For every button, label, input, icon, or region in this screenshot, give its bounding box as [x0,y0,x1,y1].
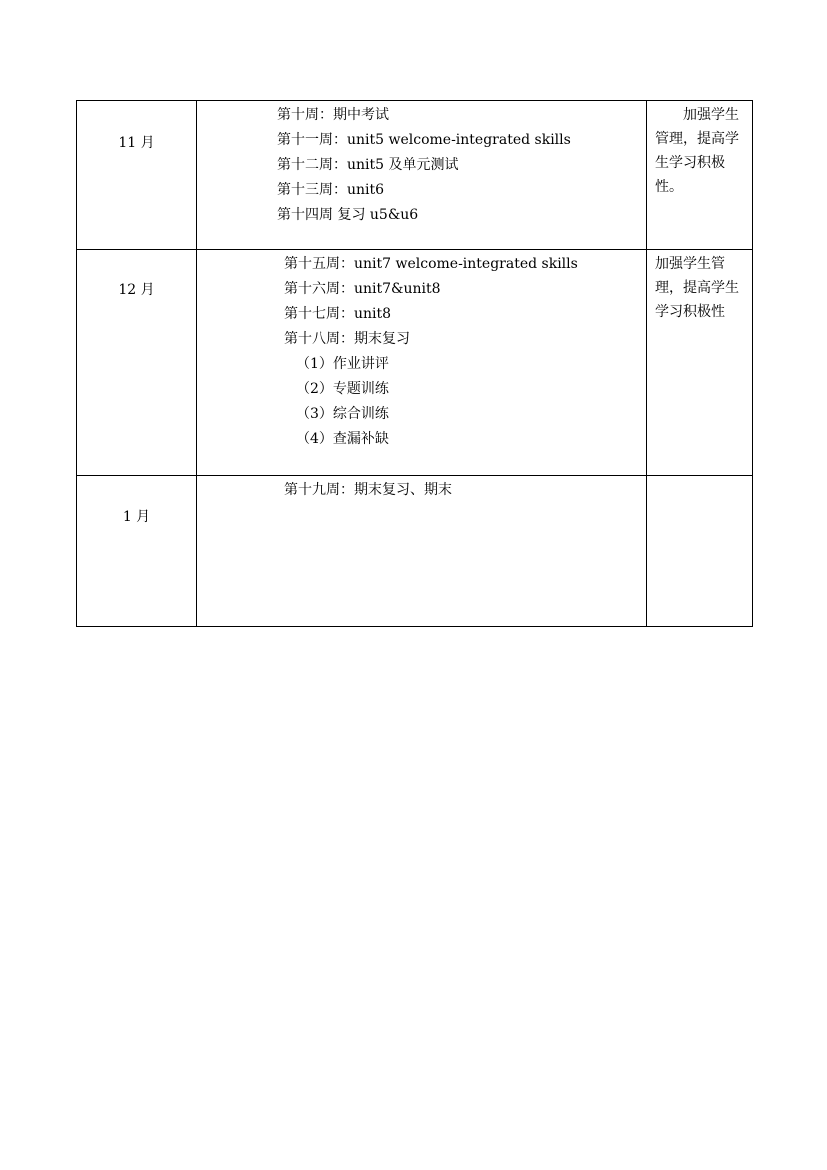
note-text: 加强学生管理，提高学生学习积极性。 [655,107,739,195]
week-list [197,476,646,503]
content-cell [197,476,647,627]
week-list [197,250,646,452]
list-item: 第十七周：unit8 [284,306,392,322]
table-row [77,476,753,627]
list-item: （1）作业讲评 [296,356,389,372]
list-item: （2）专题训练 [296,381,389,397]
list-item: 第十九周：期末复习、期末 [284,482,452,498]
table-row [77,250,753,476]
list-item: 第十周：期中考试 [277,107,389,123]
list-item: （3）综合训练 [296,406,389,422]
month-cell [77,101,197,250]
note-cell [647,476,753,627]
list-item: 第十四周 复习 u5&u6 [277,207,419,223]
note-text [647,476,752,478]
list-item: 第十一周：unit5 welcome-integrated skills [277,132,571,148]
month-label: 1 月 [122,509,151,525]
list-item: 第十六周：unit7&unit8 [284,281,441,297]
month-cell [77,476,197,627]
list-item: 第十八周：期末复习 [284,331,410,347]
note-cell [647,101,753,250]
month-cell [77,250,197,476]
month-label: 11 月 [118,135,155,151]
content-cell [197,101,647,250]
list-item: （4）查漏补缺 [296,431,389,447]
content-cell [197,250,647,476]
list-item: 第十三周：unit6 [277,182,385,198]
month-label: 12 月 [118,282,155,298]
list-item: 第十五周：unit7 welcome-integrated skills [284,256,578,272]
list-item: 第十二周：unit5 及单元测试 [277,157,459,173]
plan-table [76,100,753,627]
table-row [77,101,753,250]
note-cell [647,250,753,476]
note-text: 加强学生管理，提高学生学习积极性 [655,256,739,320]
week-list [197,101,646,228]
